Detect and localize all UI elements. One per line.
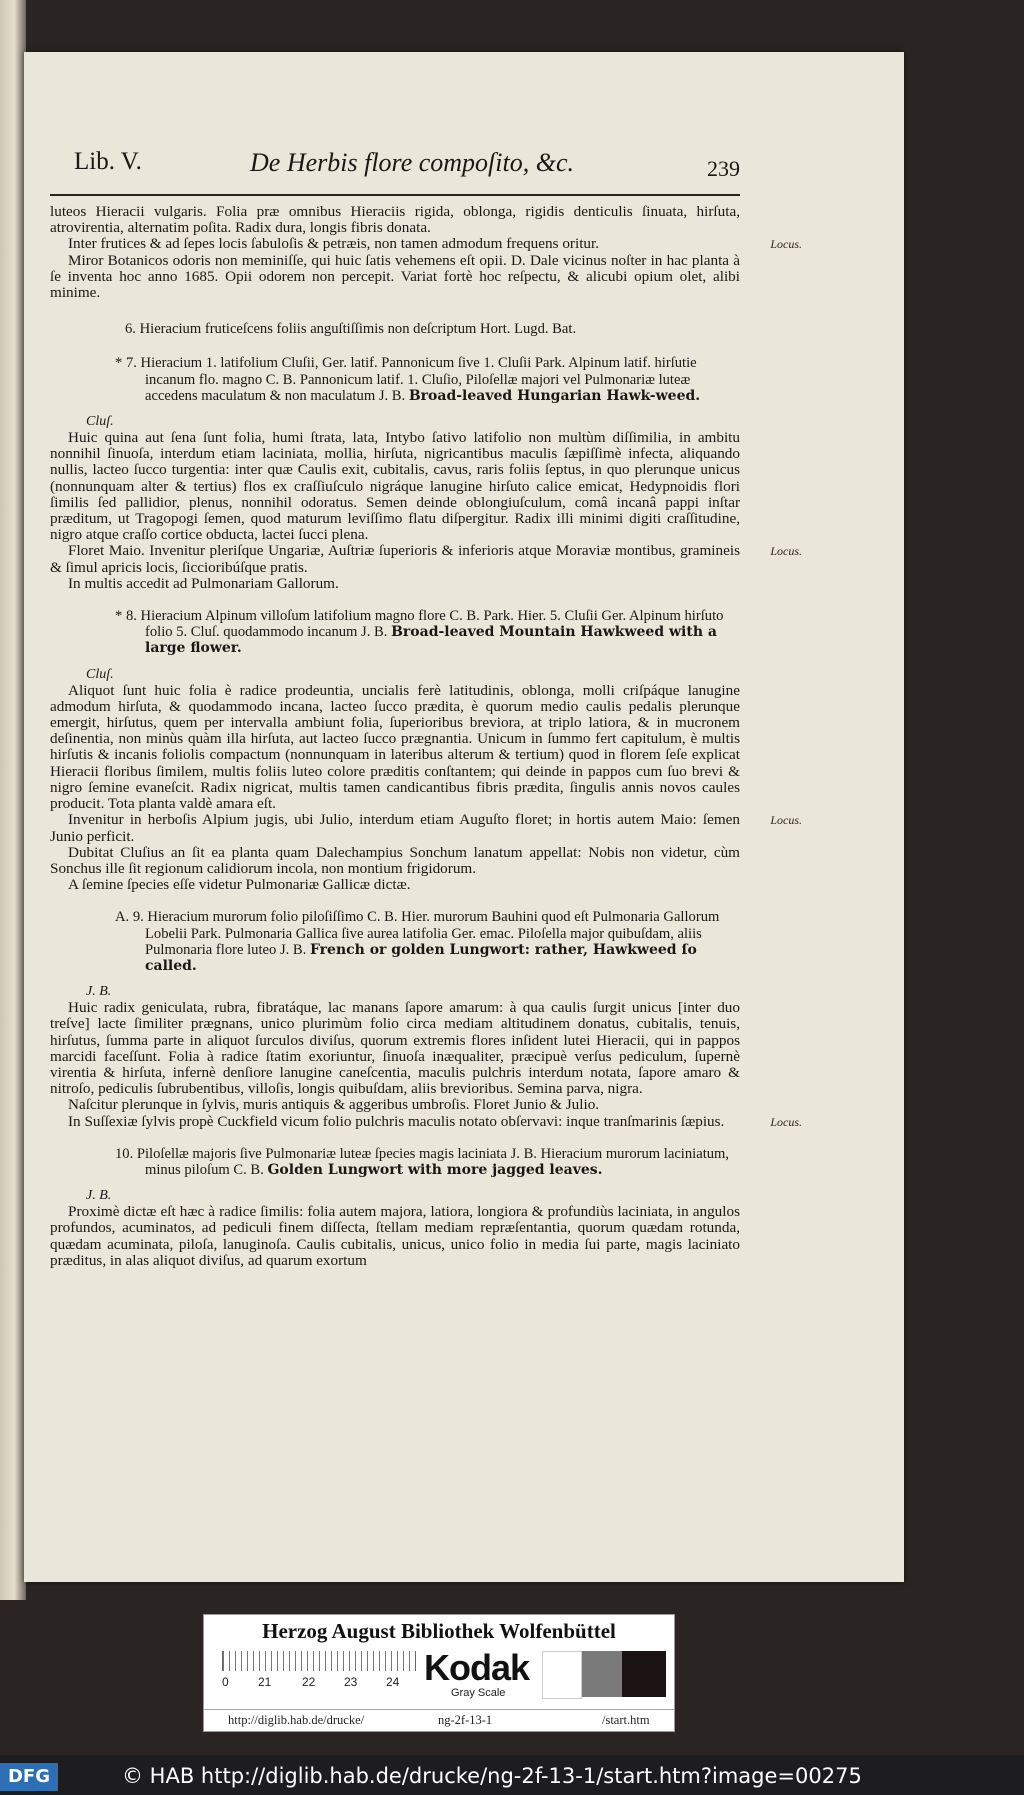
paragraph [50, 1112, 802, 1130]
url-left: http://diglib.hab.de/drucke/ [228, 1713, 365, 1727]
footer-permalink[interactable]: © HAB http://diglib.hab.de/drucke/ng-2f-13-1/start.htm?image=00275 [122, 1764, 862, 1788]
url-mid: ng-2f-13-1 [438, 1713, 493, 1727]
page-number: 239 [707, 156, 740, 181]
entry-english: French or golden Lungwort: rather, Hawkweed ſo called. [145, 941, 697, 974]
paragraph [50, 811, 802, 845]
paragraph: luteos Hieracii vulgaris. Folia præ omnibus Hieraciis rigida, oblonga, rigidis denticulis ſinuata, hirſuta, atrovirentia, alternatim poſita. Radix dura, longis fibris donata. [50, 203, 740, 237]
paragraph-text: Invenitur in herboſis Alpium jugis, ubi Julio, interdum etiam Auguſto floret; in hortis autem Maio: ſemen Junio perficit. [50, 811, 740, 845]
library-name: Herzog August Bibliothek Wolfenbüttel [262, 1619, 616, 1643]
entry-latin: * 7. Hieracium 1. latifolium Cluſii, Ger. latif. Pannonicum ſive 1. Cluſii Park. Alpinum latif. hirſutie incanum flo. magno C. B. Pannonicum latif. 1. Cluſio, Piloſellæ majori vel Pulmonariæ luteæ accedens maculatum & non maculatum J. B. [115, 355, 697, 404]
entry-english: Broad-leaved Mountain Hawkweed with a large flower. [145, 624, 717, 657]
source-label: J. B. [86, 984, 112, 1000]
kodak-logo: Kodak [424, 1647, 530, 1688]
source-label: Cluſ. [86, 666, 114, 682]
entry-latin: * 8. Hieracium Alpinum villoſum latifolium magno flore C. B. Park. Hier. 5. Cluſii Ger. Alpinum hirſuto folio 5. Cluſ. quodammodo incanum J. B. [115, 608, 724, 641]
paragraph [50, 235, 802, 253]
paragraph: In multis accedit ad Pulmonariam Gallorum. [68, 574, 339, 592]
paragraph [50, 542, 802, 576]
species-entry-9 [50, 909, 740, 974]
entry-latin: 10. Piloſellæ majoris ſive Pulmonariæ luteæ ſpecies magis laciniata J. B. Hieracium murorum laciniatum, minus piloſum C. B. [115, 1145, 730, 1178]
color-calibration-card [203, 1614, 675, 1732]
book-page [24, 52, 904, 1582]
species-entry-10 [50, 1146, 740, 1178]
paragraph: Naſcitur plerunque in ſylvis, muris antiquis & aggeribus umbroſis. Floret Junio & Julio. [68, 1096, 600, 1114]
source-label: J. B. [86, 1188, 112, 1204]
book-number: Lib. V. [74, 148, 142, 175]
paragraph: Miror Botanicos odoris non meminiſſe, qui huic ſatis vehemens eſt opii. D. Dale vicinus noſter in hac planta à ſe inventa hoc anno 1685. Opii odorem non percepit. Variat fortè hoc reſpectu, & alicubi opium olet, alibi minime. [50, 251, 740, 302]
running-header [50, 144, 740, 196]
black-swatch [622, 1651, 666, 1697]
entry-english: Golden Lungwort with more jagged leaves. [267, 1161, 603, 1178]
paragraph-text: Floret Maio. Invenitur pleriſque Ungariæ, Auſtriæ ſuperioris & inferioris atque Moraviæ montibus, gramineis & ſimul apricis locis, ſiccioribúſque pratis. [50, 542, 740, 576]
chapter-title: De Herbis flore compoſito, &c. [250, 148, 574, 177]
entry-latin: A. 9. Hieracium murorum folio piloſiſſimo C. B. Hier. murorum Bauhini quod eſt Pulmonaria Gallorum Lobelii Park. Pulmonaria Gallica ſive aurea latifolia Ger. emac. Piloſella major quibuſdam, aliis Pulmonaria flore luteo J. B. [115, 909, 720, 958]
dfg-logo: DFG [0, 1763, 58, 1791]
paragraph-text: Inter frutices & ad ſepes locis ſabuloſis & petræis, non tamen admodum frequens oritur. [68, 235, 600, 253]
margin-note: Locus. [770, 544, 802, 559]
paragraph: A ſemine ſpecies eſſe videtur Pulmonariæ Gallicæ dictæ. [68, 876, 411, 894]
entry-english: Broad-leaved Hungarian Hawk-weed. [408, 387, 701, 404]
margin-note: Locus. [770, 1114, 802, 1129]
url-right: /start.htm [602, 1713, 650, 1727]
adjacent-page-edge [0, 0, 26, 1600]
url-row [204, 1709, 674, 1730]
scale-ruler [222, 1651, 416, 1671]
ruler-number: 23 [344, 1675, 358, 1689]
ruler-number: 21 [258, 1675, 272, 1689]
paragraph-text: In Suſſexiæ ſylvis propè Cuckfield vicum folio pulchris maculis notato obſervavi: inque tranſmarinis ſæpius. [68, 1112, 725, 1130]
gray-scale-label: Gray Scale [451, 1687, 506, 1699]
source-label: Cluſ. [86, 414, 114, 430]
ruler-number: 24 [386, 1675, 400, 1689]
paragraph: Dubitat Cluſius an ſit ea planta quam Dalechampius Sonchum lanatum appellat: Nobis non videtur, cùm Sonchus ille ſit regionum calidiorum incola, non montium frigidorum. [50, 843, 740, 877]
paragraph: Aliquot ſunt huic folia è radice prodeuntia, uncialis ferè latitudinis, oblonga, molli criſpáque lanugine admodum hirſuta, & quodammodo incana, lacteo ſucco prædita, è quorum medio caulis pedalis plerunque emergit, hirſutus, quem per intervalla ambiunt folia, ſuperioribus breviora, at triplo latiora, & in mucronem deſinentia, non minùs quàm illa hirſuta, aut lacteo ſucco prægnantia. Unicum in ſummo fert capitulum, è multis hirſutis & incanis foliolis compactum (nonnunquam in lateribus alterum & tertium) quod in florem ſeſe explicat Hieracii floribus ſimilem, multis foliis luteo colore præditis conſtantem; qui deinde in pappos cum ſuo brevi & nigro ſemine evaneſcit. Radix nigricat, multis tamen candicantibus fibris prædita, ſingulis annis novos caules producit. Tota planta valdè amara eſt. [50, 681, 740, 813]
paragraph: Huic radix geniculata, rubra, fibratáque, lac manans ſapore amarum: à qua caulis ſurgit unicus [inter duo treſve] lacte ſimiliter prægnans, unico plurimùm folio circa mediam altitudinem donatus, cubitalis, tenuis, hirſutus, ſumma parte in aliquot ſurculos diviſus, quorum extremis flores inſident lutei Hieracii, qui in pappos marcidi faceſſunt. Folia à radice ſtatim exoriuntur, ſinuoſa inæqualiter, præcipuè verſus pediculum, ſupernè virentia & hirſuta, infernè denſiore lanugine caneſcentia, maculis pulchris interdum notata, ſapore amaro & nitroſo, pediculis ſubrubentibus, villoſis, longis quibuſdam, aliis brevioribus. Semina parva, nigra. [50, 999, 740, 1098]
page-content [50, 144, 802, 1269]
paragraph: Proximè dictæ eſt hæc à radice ſimilis: folia autem majora, latiora, longiora & profundiùs laciniata, in angulos profundos, acuminatos, ad pediculi finem diſſecta, ſtellam mediam repræſentantia, quorum quædam rotunda, quædam acuminata, piloſa, lanuginoſa. Caulis cubitalis, unicus, unico folio in media ſui parte, magis laciniato præditus, in alas aliquot diviſus, ad quarum exortum [50, 1203, 740, 1269]
margin-note: Locus. [770, 237, 802, 252]
ruler-number: 0 [222, 1675, 229, 1689]
species-entry-8 [50, 608, 740, 657]
species-entry-7 [50, 355, 740, 404]
footer-bar [0, 1755, 1024, 1795]
species-entry-6: 6. Hieracium fruticeſcens foliis anguſtiſſimis non deſcriptum Hort. Lugd. Bat. [125, 321, 577, 338]
white-swatch [542, 1651, 582, 1699]
paragraph: Huic quina aut ſena ſunt folia, humi ſtrata, lata, Intybo ſativo latifolio non multùm diſſimilia, in ambitu nonnihil ſinuoſa, interdum etiam laciniata, mollia, hirſuta, nigricantibus maculis ſæpiſſimè infecta, aliquando nullis, lacteo ſucco turgentia: inter quæ Caulis exit, cubitalis, cavus, raris foliis ſeptus, in quo plerunque unicus (nonnunquam alter & tertius) flos ex craſſiuſculo nigráque lanugine hirſuto calice emicat, Hedypnoidis flori ſimilis ſed pallidior, plenus, nonnihil odoratus. Semen deinde oblongiuſculum, comâ incanâ pappi inſtar præditum, ut Tragopogi ſemen, quod maturum leviſſimo flatu diſpergitur. Radix illi minimi digiti craſſitudine, nigro atque craſſo cortice obducta, lactei ſucci plena. [50, 429, 740, 544]
gray-swatch [582, 1651, 622, 1697]
ruler-number: 22 [302, 1675, 316, 1689]
margin-note: Locus. [770, 813, 802, 828]
